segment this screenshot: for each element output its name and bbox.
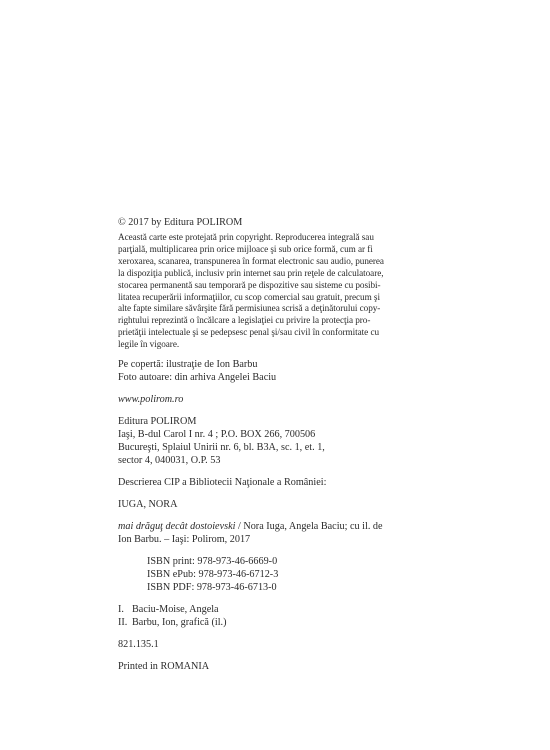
credits: [118, 358, 440, 384]
contributor-number: I.: [118, 604, 124, 616]
address-line: Bucureşti, Splaiul Unirii nr. 6, bl. B3A, sc. 1, et. 1,: [118, 442, 325, 454]
contributor-name: Baciu-Moise, Angela: [132, 604, 219, 616]
contributor-number: II.: [118, 617, 128, 629]
notice-line: stocarea permanentă sau temporară pe dispozitive sau sisteme cu posibi-: [118, 279, 381, 290]
isbn-print: ISBN print: 978-973-46-6669-0: [147, 556, 278, 568]
cip-title-line: [118, 520, 440, 533]
copyright-page: [118, 216, 440, 673]
isbn-epub: ISBN ePub: 978-973-46-6712-3: [147, 569, 279, 581]
notice-line: la dispoziţia publică, inclusiv prin internet sau prin reţele de calculatoare,: [118, 267, 384, 278]
copyright-line: © 2017 by Editura POLIROM: [118, 217, 243, 228]
address-line: Iaşi, B-dul Carol I nr. 4 ; P.O. BOX 266, 700506: [118, 429, 316, 441]
classification-number: 821.135.1: [118, 639, 159, 651]
isbn-pdf: ISBN PDF: 978-973-46-6713-0: [147, 582, 277, 594]
cip-author: IUGA, NORA: [118, 499, 178, 511]
cip-title-rest: / Nora Iuga, Angela Baciu; cu il. de: [235, 521, 383, 533]
isbn-list: [118, 555, 440, 594]
printed-in: Printed in ROMANIA: [118, 661, 210, 673]
notice-line: xeroxarea, scanarea, transpunerea în format electronic sau audio, punerea: [118, 255, 384, 266]
copyright-notice: [118, 232, 440, 351]
photo-credit: Foto autoare: din arhiva Angelei Baciu: [118, 372, 277, 384]
cover-credit: Pe copertă: ilustraţie de Ion Barbu: [118, 359, 258, 371]
publisher-website: www.polirom.ro: [118, 394, 184, 406]
notice-line: legile în vigoare.: [118, 339, 180, 350]
cip-heading: Descrierea CIP a Bibliotecii Naţionale a României:: [118, 477, 327, 489]
notice-line: prietăţii intelectuale şi se pedepsesc penal şi/sau civil în conformitate cu: [118, 327, 380, 338]
book-title: mai drăguţ decât dostoievski: [118, 521, 236, 533]
cip-title-line-2: Ion Barbu. – Iaşi: Polirom, 2017: [118, 534, 251, 546]
contributor-item: [118, 616, 440, 629]
address-line: sector 4, 040031, O.P. 53: [118, 455, 221, 467]
publisher-info: [118, 415, 440, 467]
cip-title-block: [118, 520, 440, 546]
notice-line: parţială, multiplicarea prin orice mijloace şi sub orice formă, cum ar fi: [118, 243, 373, 254]
contributors-list: [118, 603, 440, 629]
notice-line: Această carte este protejată prin copyright. Reproducerea integrală sau: [118, 232, 374, 242]
notice-line: alte fapte similare săvârşite fără permisiunea scrisă a deţinătorului copy-: [118, 303, 381, 314]
contributor-item: [118, 603, 440, 616]
notice-line: rightului reprezintă o încălcare a legislaţiei cu privire la protecţia pro-: [118, 315, 371, 326]
contributor-name: Barbu, Ion, grafică (il.): [132, 617, 227, 629]
notice-line: litatea recuperării informaţiilor, cu scop comercial sau gratuit, precum şi: [118, 291, 380, 302]
publisher-name: Editura POLIROM: [118, 416, 197, 428]
